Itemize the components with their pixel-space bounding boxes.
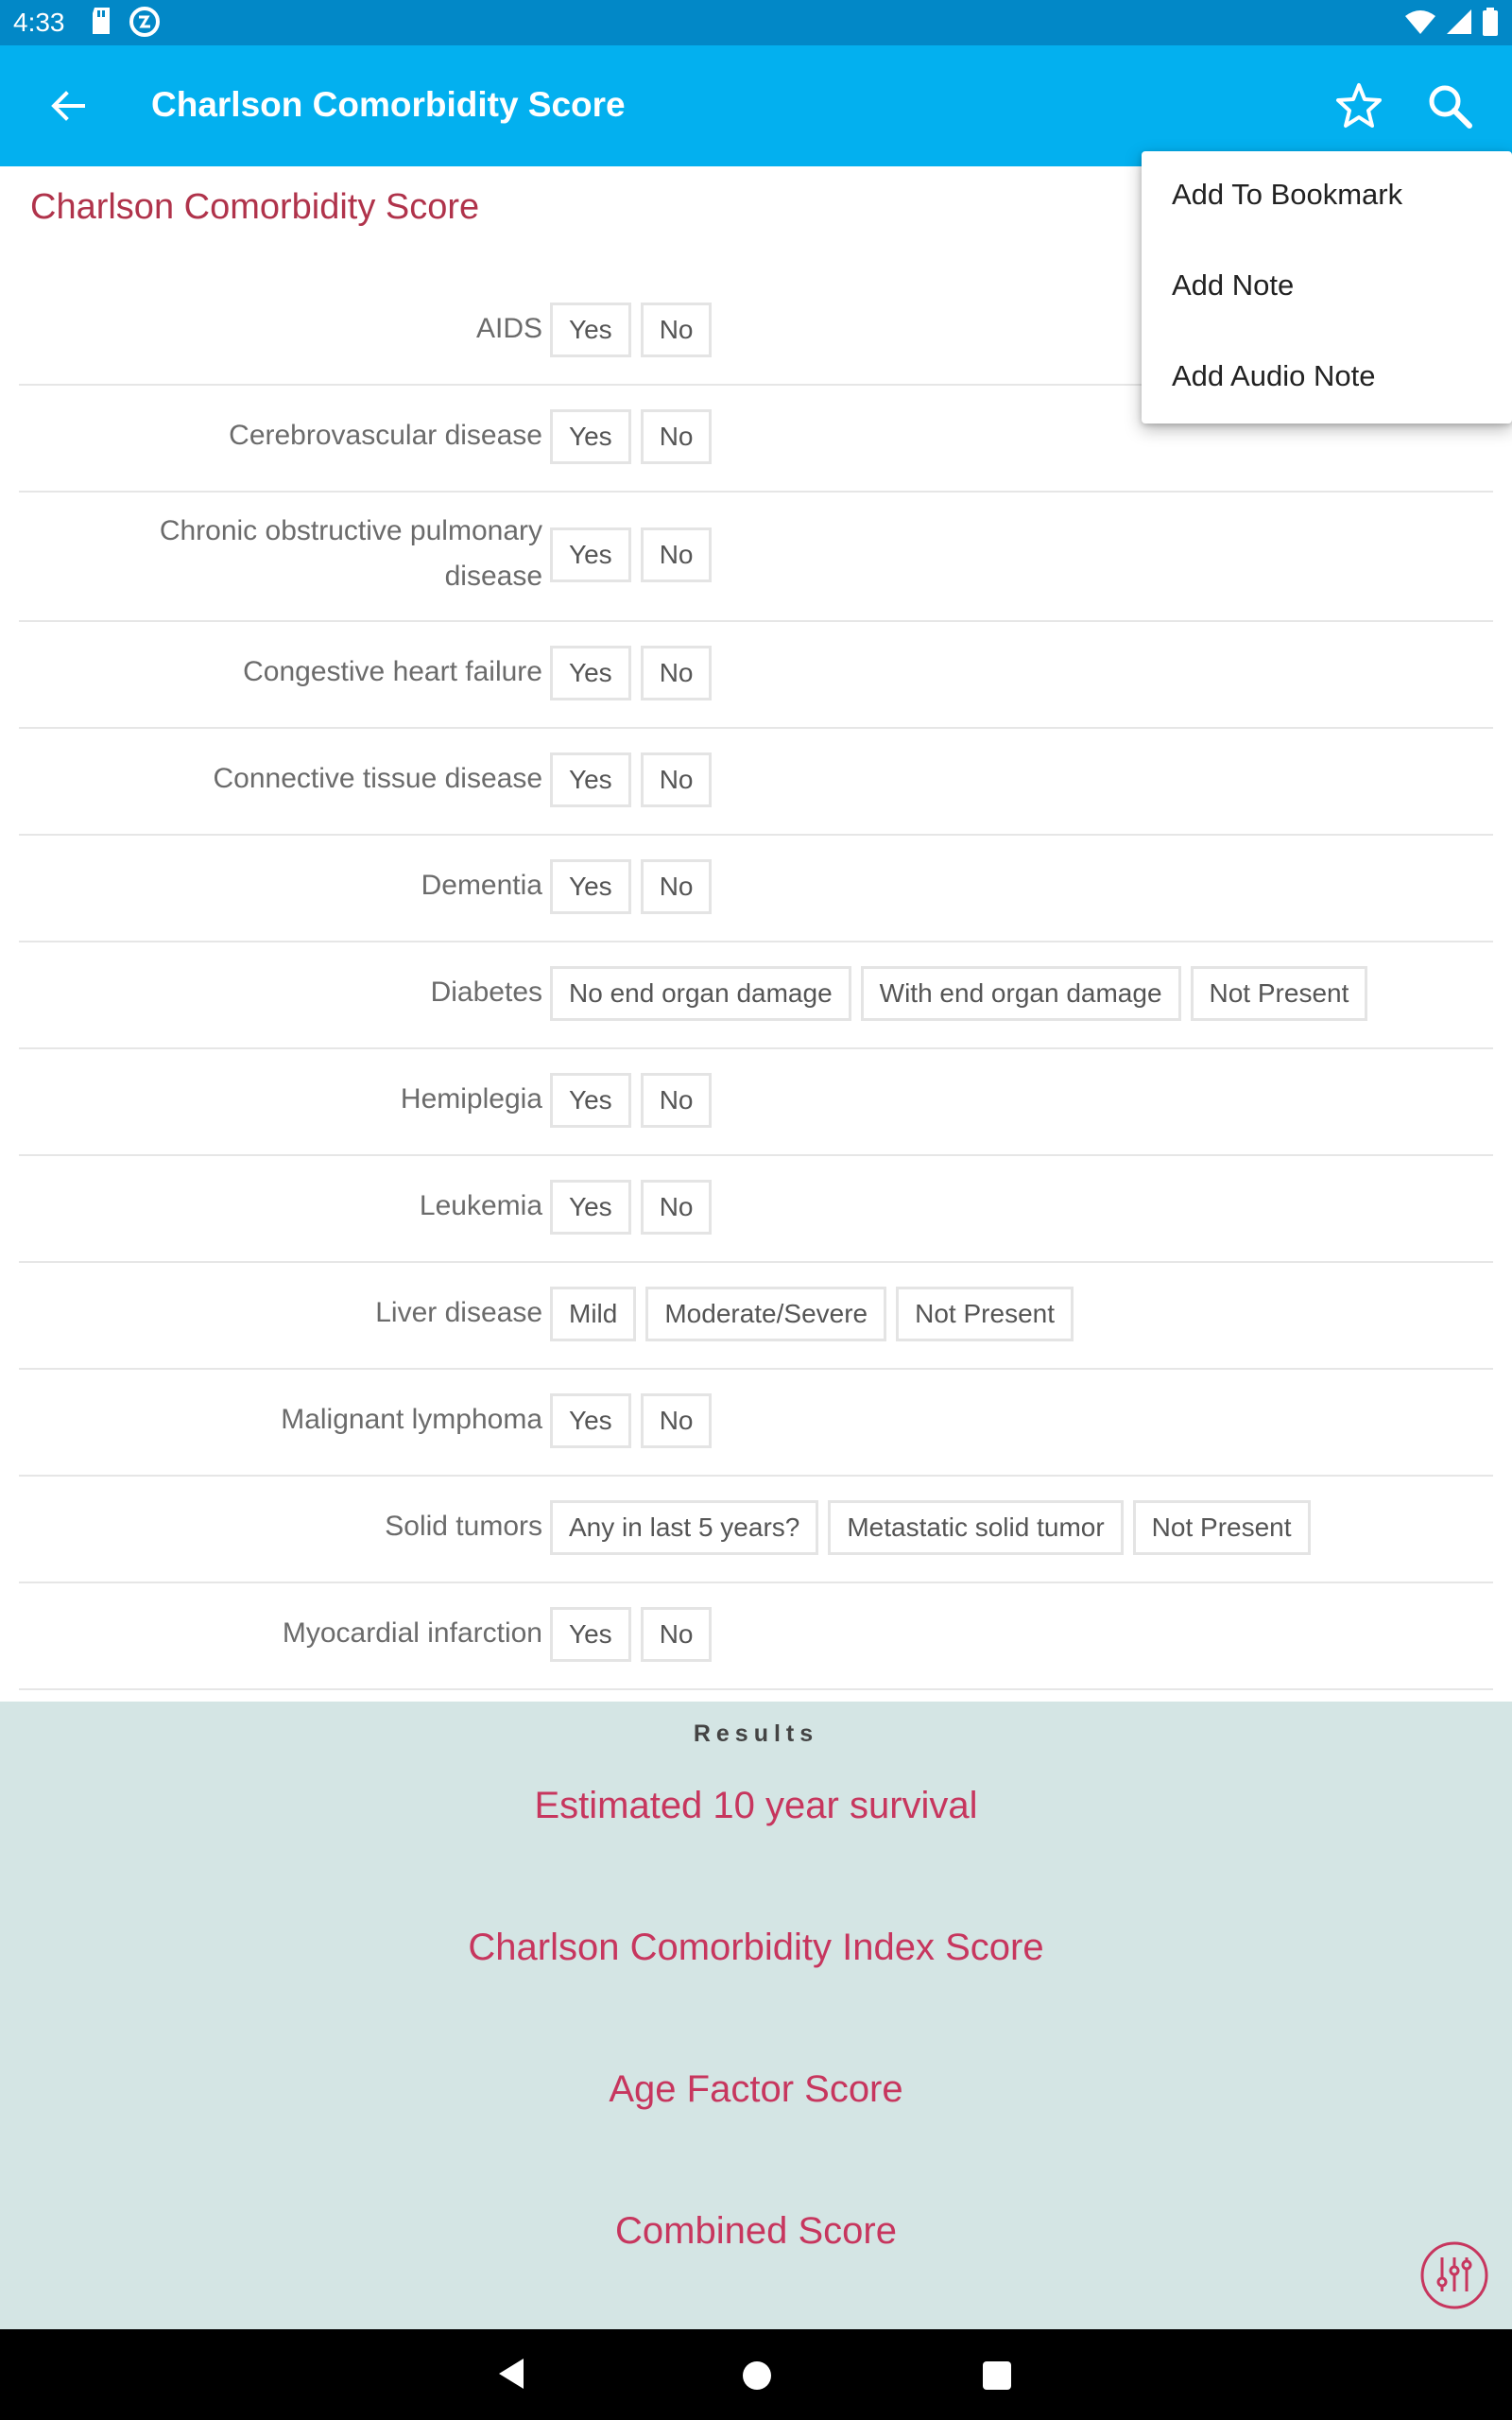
overflow-menu	[1142, 151, 1512, 424]
menu-add-audio-note[interactable]: Add Audio Note	[1172, 359, 1376, 392]
row-label-line2: disease	[444, 561, 542, 592]
option-yes[interactable]: Yes	[550, 302, 631, 357]
row-chf	[19, 621, 1493, 729]
row-label: Hemiplegia	[400, 1083, 542, 1115]
nav-bar	[0, 2329, 1512, 2420]
option-mild[interactable]: Mild	[550, 1287, 636, 1341]
option-not-present[interactable]: Not Present	[1133, 1500, 1311, 1555]
option-no[interactable]: No	[641, 302, 713, 357]
option-no[interactable]: No	[641, 646, 713, 700]
option-yes[interactable]: Yes	[550, 409, 631, 464]
row-label: Connective tissue disease	[213, 763, 542, 794]
star-icon[interactable]	[1334, 81, 1383, 130]
result-age-factor-score: Age Factor Score	[609, 2068, 903, 2110]
option-yes[interactable]: Yes	[550, 646, 631, 700]
option-no[interactable]: No	[641, 409, 713, 464]
row-label: Solid tumors	[385, 1511, 542, 1542]
result-combined-score: Combined Score	[615, 2210, 897, 2252]
app-bar	[0, 45, 1512, 166]
row-connective-tissue	[19, 728, 1493, 836]
row-label: Congestive heart failure	[243, 656, 542, 687]
nav-back-icon[interactable]	[497, 2358, 525, 2390]
option-with-end-organ-damage[interactable]: With end organ damage	[861, 966, 1181, 1021]
row-solid-tumors	[19, 1476, 1493, 1583]
section-title: Charlson Comorbidity Score	[30, 187, 480, 227]
results-heading: Results	[693, 1720, 819, 1747]
option-yes[interactable]: Yes	[550, 1607, 631, 1662]
nav-recent-icon[interactable]	[983, 2361, 1011, 2390]
row-label: Liver disease	[375, 1297, 542, 1328]
page-title: Charlson Comorbidity Score	[151, 85, 626, 124]
option-no[interactable]: No	[641, 1073, 713, 1128]
option-metastatic-solid-tumor[interactable]: Metastatic solid tumor	[828, 1500, 1123, 1555]
menu-add-note[interactable]: Add Note	[1172, 268, 1295, 302]
signal-icon	[1446, 9, 1472, 35]
option-no-end-organ-damage[interactable]: No end organ damage	[550, 966, 851, 1021]
option-yes[interactable]: Yes	[550, 1180, 631, 1235]
option-no[interactable]: No	[641, 527, 713, 582]
row-label	[51, 509, 542, 599]
row-label: Malignant lymphoma	[281, 1404, 542, 1435]
row-label: Dementia	[421, 870, 542, 901]
sliders-icon[interactable]	[1419, 2240, 1489, 2310]
option-yes[interactable]: Yes	[550, 527, 631, 582]
wifi-icon	[1404, 9, 1436, 35]
result-cci-score: Charlson Comorbidity Index Score	[468, 1927, 1044, 1968]
row-malignant-lymphoma	[19, 1369, 1493, 1477]
option-any-last-5-years[interactable]: Any in last 5 years?	[550, 1500, 818, 1555]
option-yes[interactable]: Yes	[550, 859, 631, 914]
row-label: AIDS	[475, 313, 542, 344]
option-no[interactable]: No	[641, 752, 713, 807]
option-no[interactable]: No	[641, 1393, 713, 1448]
option-no[interactable]: No	[641, 1607, 713, 1662]
option-no[interactable]: No	[641, 859, 713, 914]
status-time: 4:33	[13, 8, 65, 37]
row-label: Diabetes	[430, 977, 542, 1008]
row-label: Leukemia	[419, 1190, 542, 1221]
row-copd	[19, 492, 1493, 622]
result-estimated-survival: Estimated 10 year survival	[534, 1785, 978, 1826]
row-label-line1: Chronic obstructive pulmonary	[159, 515, 542, 546]
option-yes[interactable]: Yes	[550, 1073, 631, 1128]
row-leukemia	[19, 1155, 1493, 1263]
row-liver-disease	[19, 1262, 1493, 1370]
option-yes[interactable]: Yes	[550, 752, 631, 807]
row-hemiplegia	[19, 1048, 1493, 1156]
sync-icon	[129, 6, 161, 38]
row-dementia	[19, 835, 1493, 942]
search-icon[interactable]	[1425, 81, 1474, 130]
option-not-present[interactable]: Not Present	[896, 1287, 1074, 1341]
option-no[interactable]: No	[641, 1180, 713, 1235]
battery-icon	[1482, 8, 1499, 36]
option-yes[interactable]: Yes	[550, 1393, 631, 1448]
menu-add-to-bookmark[interactable]: Add To Bookmark	[1172, 178, 1403, 211]
row-myocardial-infarction	[19, 1582, 1493, 1690]
nav-home-icon[interactable]	[743, 2361, 771, 2390]
option-moderate-severe[interactable]: Moderate/Severe	[645, 1287, 886, 1341]
arrow-left-icon[interactable]	[45, 83, 91, 129]
sd-card-icon	[89, 6, 113, 36]
results-panel	[0, 1702, 1512, 2329]
status-bar	[0, 0, 1512, 45]
row-label: Cerebrovascular disease	[229, 420, 542, 451]
option-not-present[interactable]: Not Present	[1191, 966, 1368, 1021]
row-label: Myocardial infarction	[282, 1617, 542, 1649]
row-diabetes	[19, 942, 1493, 1049]
